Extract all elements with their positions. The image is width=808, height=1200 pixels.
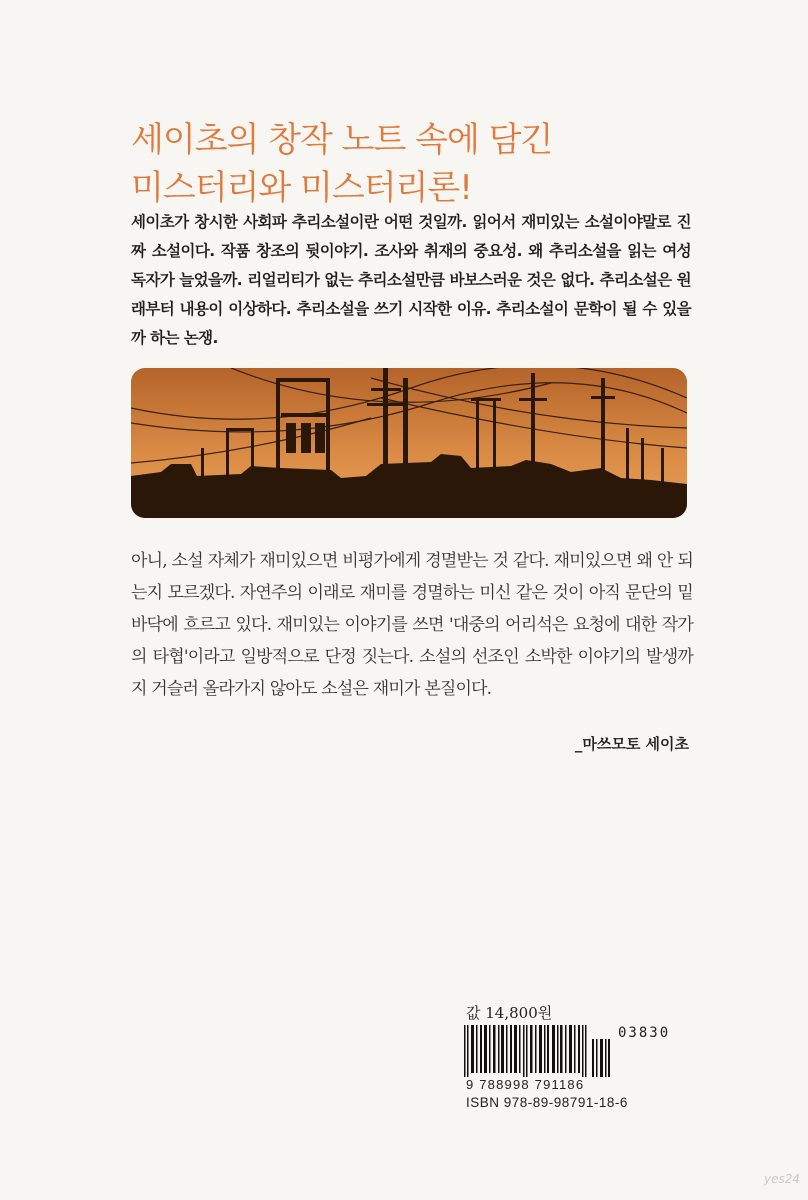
headline-line-2: 미스터리와 미스터리론! (131, 168, 472, 208)
watermark-logo: yes24 (763, 1172, 800, 1186)
isbn-number: ISBN 978-89-98791-18-6 (466, 1095, 628, 1110)
barcode-addon-digits: 03830 (618, 1025, 671, 1041)
summary-text: 세이초가 창시한 사회파 추리소설이란 어떤 것일까. 읽어서 재미있는 소설이야말로 진짜 소설이다. 작품 창조의 뒷이야기. 조사와 취재의 중요성. 왜 추리소설을 읽는 여성 독자가 늘었을까. 리얼리티가 없는 추리소설만큼 바보스러운 것은 없다. 추리소설은 원래부터 내용이 이상하다. 추리소설을 쓰기 시작한 이유. 추리소설이 문학이 될 수 있을까 하는 논쟁. (131, 213, 691, 347)
barcode-digits: 9 788998 791186 (466, 1077, 585, 1092)
sunset-power-lines-photo (131, 368, 687, 518)
isbn-barcode (462, 1025, 612, 1081)
headline-line-1: 세이초의 창작 노트 속에 담긴 (131, 120, 553, 160)
quote-author: _마쓰모토 세이초 (574, 735, 689, 753)
headline (131, 116, 691, 212)
author-quote: 아니, 소설 자체가 재미있으면 비평가에게 경멸받는 것 같다. 재미있으면 왜 안 되는지 모르겠다. 자연주의 이래로 재미를 경멸하는 미신 같은 것이 아직 문단의 밑바닥에 흐르고 있다. 재미있는 이야기를 쓰면 '대중의 어리석은 요청에 대한 작가의 타협'이라고 일방적으로 단정 짓는다. 소설의 선조인 소박한 이야기의 발생까지 거슬러 올라가지 않아도 소설은 재미가 본질이다. (131, 551, 693, 699)
price-label: 값 14,800원 (466, 1004, 553, 1022)
